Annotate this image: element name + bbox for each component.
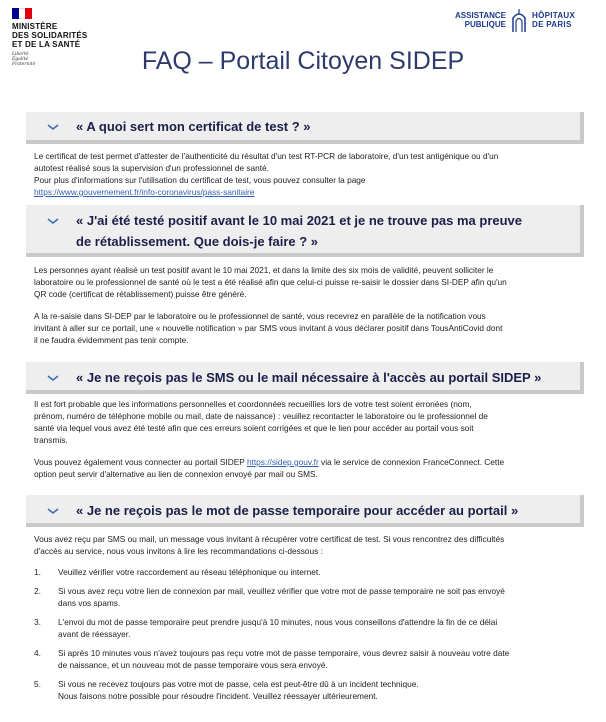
answer-3-paragraph-2: Vous pouvez également vous connecter au portail SIDEP https://sidep.gouv.fr via le service de connexion FranceConnect. Cette option peut servir d'alternative au lien de connexion envoyé par mail ou SMS.	[34, 457, 505, 479]
ministry-name: MINISTÈRE DES SOLIDARITÉS ET DE LA SANTÉ	[12, 22, 88, 49]
answer-2-paragraph-2: A la re-saisie dans SI-DEP par le laboratoire ou le professionnel de santé, vous recevrez en parallèle de la notification vous invitant à aller sur ce portail, une « nouvelle notification » par SMS vous invitant à vous déclarer positif dans TousAntiCovid dont il ne faudra évidemment pas tenir compte.	[34, 311, 503, 345]
answer-2-paragraph-1: Les personnes ayant réalisé un test positif avant le 10 mai 2021, et dans la limite des six mois de validité, peuvent solliciter le laboratoire ou le professionnel de santé où le test a été réalisé afin que celui-ci puisse re-saisir le dossier dans SI-DEP afin qu'un QR code (certificat de rétablissement) puisse être généré.	[34, 265, 507, 299]
answer-1-paragraph: Le certificat de test permet d'attester de l'authenticité du résultat d'un test RT-PCR de laboratoire, d'un test antigénique ou d'un autotest réalisé sous la supervision d'un professionnel de santé. Pour plus d'informations sur l'utilisation du certificat de test, vous pouvez consulter la page https://www.gouvernement.fr/info-coronavirus/pass-sanitaire	[34, 151, 499, 197]
aphp-logo	[446, 8, 596, 38]
republic-motto: Liberté Égalité Fraternité	[12, 52, 36, 67]
faq-question-1	[26, 112, 584, 144]
aphp-left-text: ASSISTANCE PUBLIQUE	[455, 11, 506, 29]
question-text: « J'ai été testé positif avant le 10 mai 2021 et je ne trouve pas ma preuve de rétablissement. Que dois-je faire ? »	[76, 213, 523, 249]
question-text: « A quoi sert mon certificat de test ? »	[76, 119, 311, 134]
aphp-right-text: HÔPITAUX DE PARIS	[532, 11, 576, 29]
chevron-down-icon	[46, 506, 60, 516]
question-text: « Je ne reçois pas le SMS ou le mail nécessaire à l'accès au portail SIDEP »	[76, 370, 542, 385]
chevron-down-icon	[46, 216, 60, 226]
french-flag-icon	[12, 8, 32, 19]
faq-question-3	[26, 362, 584, 394]
answer-3-paragraph-1: Il est fort probable que les informations personnelles et coordonnées recueillies lors de votre test soient erronées (nom, prénom, numéro de téléphone mobile ou mail, date de naissance) : veuillez recontacter le laboratoire ou le professionnel de santé via lequel vous avez été testé afin que ces erreurs soient corrigées et que le lien pour accéder au portail vous soit transmis.	[34, 399, 488, 445]
sidep-link[interactable]: https://sidep.gouv.fr	[246, 457, 319, 467]
aphp-emblem-icon	[511, 8, 527, 34]
faq-question-2	[26, 205, 584, 257]
answer-4-intro: Vous avez reçu par SMS ou mail, un message vous invitant à récupérer votre certificat de test. Si vous rencontrez des difficultés d'accès au service, nous vous invitons à lire les recommandations ci-dessous :	[34, 534, 505, 556]
pass-sanitaire-link[interactable]: https://www.gouvernement.fr/info-coronavirus/pass-sanitaire	[34, 187, 255, 197]
page-title: FAQ – Portail Citoyen SIDEP	[141, 47, 465, 75]
question-text: « Je ne reçois pas le mot de passe temporaire pour accéder au portail »	[76, 503, 519, 518]
faq-question-4	[26, 495, 584, 527]
chevron-down-icon	[46, 373, 60, 383]
chevron-down-icon	[46, 122, 60, 132]
